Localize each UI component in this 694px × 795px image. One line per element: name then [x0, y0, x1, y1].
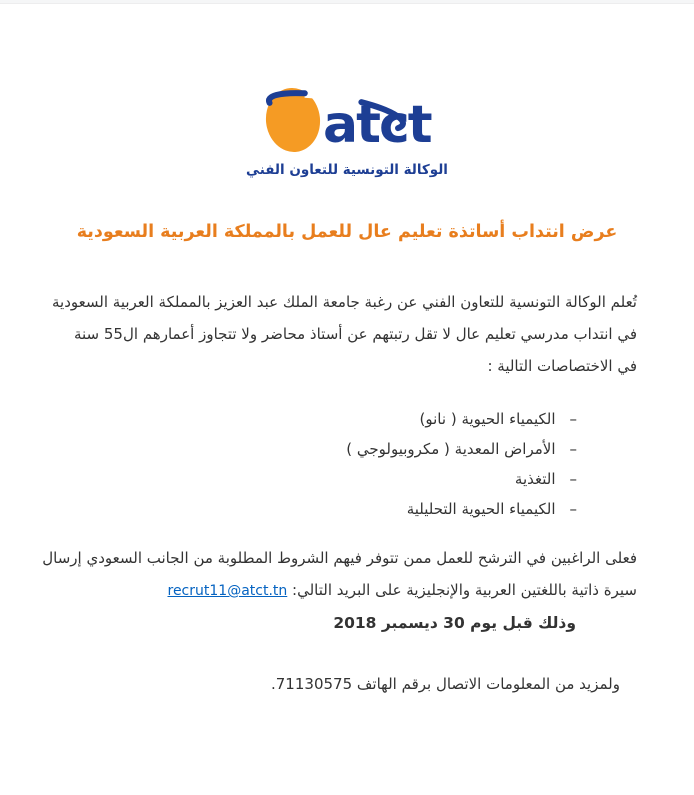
dash-bullet-icon: – — [569, 440, 577, 458]
specialty-item — [0, 464, 577, 494]
atct-logo — [0, 70, 694, 178]
specialty-item — [0, 404, 577, 434]
dash-bullet-icon: – — [569, 410, 577, 428]
atct-tagline: الوكالة التونسية للتعاون الفني — [246, 162, 448, 178]
intro-line: تُعلم الوكالة التونسية للتعاون الفني عن رغبة جامعة الملك عبد العزيز بالمملكة العربية السعودية — [52, 293, 637, 311]
sentence-period: . — [270, 675, 276, 693]
specialty-item — [0, 434, 577, 464]
apply-line: فعلى الراغبين في الترشح للعمل ممن تتوفر فيهم الشروط المطلوبة من الجانب السعودي إرسال — [42, 549, 637, 567]
intro-line: في الاختصاصات التالية : — [487, 357, 637, 375]
application-paragraph — [0, 542, 694, 639]
atct-wordmark: atct — [322, 95, 431, 155]
dash-bullet-icon: – — [569, 500, 577, 518]
specialty-label: التغذية — [514, 470, 556, 488]
specialty-label: الكيمياء الحيوية ( نانو) — [419, 410, 556, 428]
specialties-list — [0, 404, 694, 524]
specialty-label: الأمراض المعدية ( مكروبيولوجي ) — [346, 440, 556, 458]
deadline-text: وذلك قبل يوم 30 ديسمبر 2018 — [333, 614, 576, 632]
intro-paragraph — [0, 286, 694, 382]
announcement-title: عرض انتداب أساتذة تعليم عال للعمل بالمملكة العربية السعودية — [76, 222, 618, 242]
dash-bullet-icon: – — [569, 470, 577, 488]
email-link[interactable]: recrut11@atct.tn — [167, 583, 288, 599]
atct-globe-icon — [261, 70, 433, 162]
phone-number: 71130575 — [275, 675, 353, 693]
phone-text: ولمزيد من المعلومات الاتصال برقم الهاتف — [352, 675, 620, 693]
apply-email-line — [30, 574, 637, 607]
page-top-border — [0, 0, 694, 4]
intro-line: في انتداب مدرسي تعليم عال لا تقل رتبتهم عن أستاذ محاضر ولا تتجاوز أعمارهم ال55 سنة — [73, 325, 637, 343]
contact-phone-line — [0, 669, 620, 699]
apply-email-prefix: سيرة ذاتية باللغتين العربية والإنجليزية على البريد التالي: — [287, 581, 637, 599]
specialty-label: الكيمياء الحيوية التحليلية — [406, 500, 556, 518]
specialty-item — [0, 494, 577, 524]
